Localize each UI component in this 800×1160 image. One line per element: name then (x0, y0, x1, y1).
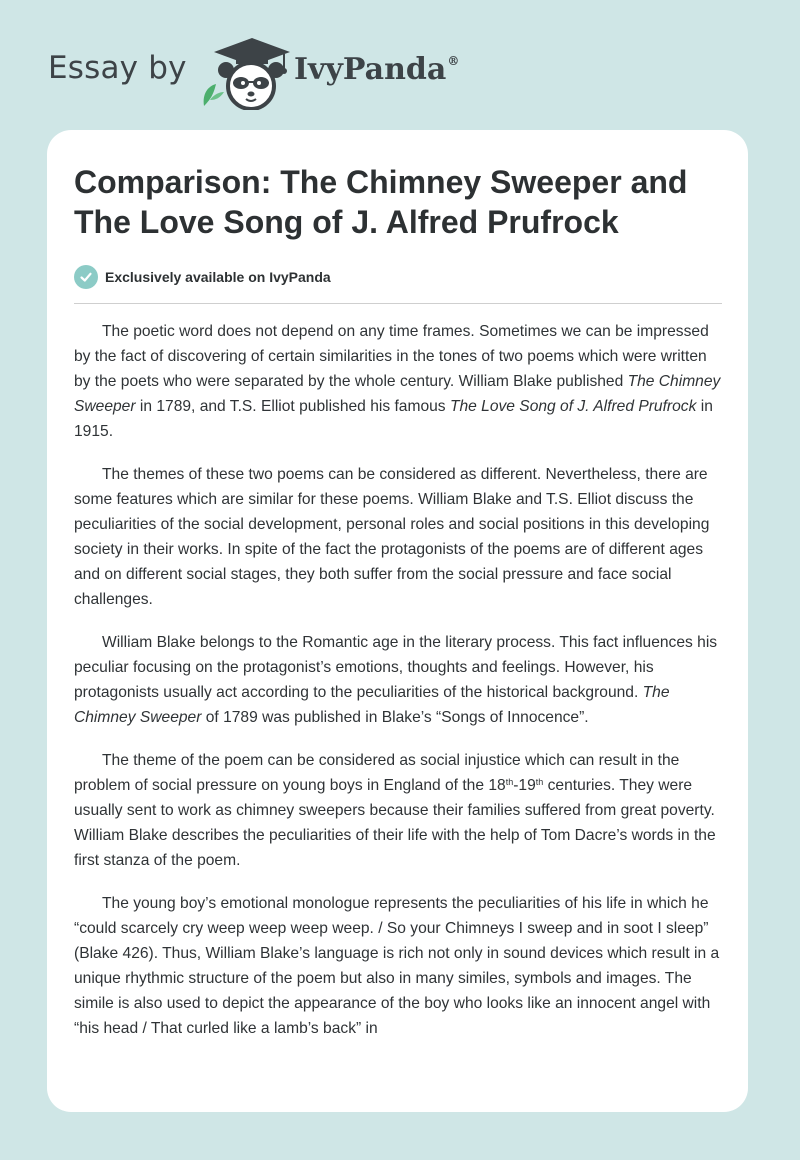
p3-text-a: William Blake belongs to the Romantic age in the literary process. This fact influences his peculiar focusing on the protagonist’s emotions, thoughts and feelings. However, his protagonists usually act according to the peculiarities of the historical background. (74, 634, 718, 701)
p4-text-a: The theme of the poem can be considered as social injustice which can result in the problem of social pressure on young boys in England of the 18 (74, 752, 680, 794)
p1-text-e: in 1915. (74, 398, 713, 440)
p3-title-chimney: The Chimney Sweeper (74, 684, 670, 726)
brand-text: IvyPanda (294, 52, 447, 87)
essay-title: Comparison: The Chimney Sweeper and The Love Song of J. Alfred Prufrock (74, 164, 688, 240)
p1-text-c: in 1789, and T.S. Elliot published his famous (135, 398, 450, 415)
p4-text-b: -19 (513, 777, 536, 794)
site-header (48, 30, 508, 110)
badge-label: Exclusively available on IvyPanda (105, 269, 331, 285)
panda-logo-icon[interactable] (200, 36, 292, 110)
brand-name[interactable] (294, 52, 459, 87)
essay-body (74, 319, 724, 1059)
paragraph-3 (74, 630, 724, 730)
paragraph-5: The young boy’s emotional monologue represents the peculiarities of his life in which he “could scarcely cry weep weep weep weep. / So your Chimneys I sweep and in soot I sleep” (Blake 426). Thus, William Blake’s language is rich not only in sound devices which result in a unique rhythmic structure of the poem but also in many similes, symbols and images. The simile is also used to depict the appearance of the boy who looks like an innocent angel with “his head / That curled like a lamb’s back” in (74, 895, 720, 1037)
paragraph-4 (74, 748, 724, 873)
p1-text-a: The poetic word does not depend on any time frames. Sometimes we can be impressed by the fact of discovering of certain similarities in the tones of two poems which were written by the poets who were separated by the whole century. William Blake published (74, 323, 709, 390)
p4-text-c: centuries. They were usually sent to work as chimney sweepers because their families suffered from great poverty. William Blake describes the peculiarities of their life with the help of Tom Dacre’s words in the first stanza of the poem. (74, 777, 716, 869)
essay-by-label: Essay by (48, 50, 187, 86)
p4-sup-1: th (505, 777, 514, 787)
checkmark-icon (74, 265, 98, 289)
exclusive-badge (74, 264, 331, 290)
p3-text-c: of 1789 was published in Blake’s “Songs of Innocence”. (201, 709, 589, 726)
paragraph-1 (74, 319, 724, 444)
paragraph-2: The themes of these two poems can be considered as different. Nevertheless, there are some features which are similar for these poems. William Blake and T.S. Elliot discuss the peculiarities of the social development, personal roles and social positions in this developing society in their works. In spite of the fact the protagonists of the poems are of different ages and on different social stages, they both suffer from the social pressure and face social challenges. (74, 466, 710, 608)
p4-sup-2: th (535, 777, 544, 787)
p1-title-prufrock: The Love Song of J. Alfred Prufrock (449, 398, 697, 415)
p1-title-chimney: The Chimney Sweeper (74, 373, 721, 415)
divider (74, 303, 722, 304)
registered-mark: ® (447, 54, 460, 68)
essay-card (47, 130, 748, 1112)
